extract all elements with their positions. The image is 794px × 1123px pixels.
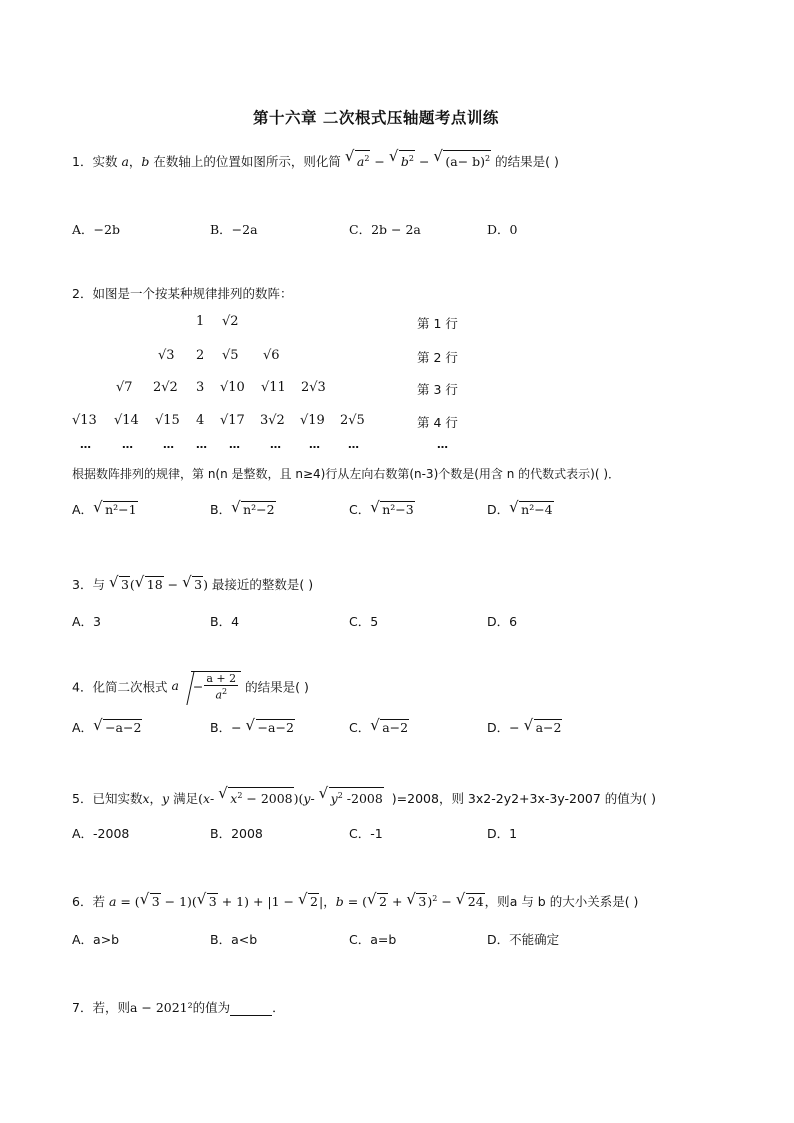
q3-option-d[interactable]: D．6 bbox=[487, 614, 518, 629]
matrix-cell: 4 bbox=[196, 413, 205, 428]
matrix-cell: 2 bbox=[196, 348, 205, 363]
matrix-cell: 2√3 bbox=[301, 380, 326, 395]
question-5-expression: (x- √ $x^2 - 2008)(y-$ √ $y^2$ -2008 bbox=[198, 791, 392, 806]
row-label: 第 3 行 bbox=[417, 382, 458, 397]
page-title: 第十六章 二次根式压轴题考点训练 bbox=[253, 109, 499, 127]
matrix-cell: √19 bbox=[300, 413, 325, 428]
matrix-cell: 3√2 bbox=[260, 413, 285, 428]
q4-option-b[interactable]: B．− √ −a−2 bbox=[210, 718, 295, 736]
question-5-stem: 5．已知实数x，y 满足(x- √ $x^2 - 2008)(y-$ √ $y^2$ -2008 )=2008，则 3x2-2y2+3x-3y-2007 的值为( ) bbox=[72, 787, 656, 807]
q1-option-b[interactable]: B．−2a bbox=[210, 222, 258, 237]
ellipsis: … bbox=[270, 438, 282, 451]
question-1-stem: 1．实数 a，b 在数轴上的位置如图所示，则化简 √ $a^2$ − √ $b^2$ − √ $(a- b)^2$ 的结果是( ) bbox=[72, 150, 559, 170]
question-4-stem: 4．化简二次根式 a − $\frac{a + 2}{a^2}$ 的结果是( ) bbox=[72, 672, 309, 702]
matrix-cell: √17 bbox=[220, 413, 245, 428]
matrix-cell: √2 bbox=[222, 314, 239, 329]
answer-blank[interactable] bbox=[230, 1003, 272, 1016]
matrix-cell: √6 bbox=[263, 348, 280, 363]
matrix-cell: √15 bbox=[155, 413, 180, 428]
matrix-cell: 1 bbox=[196, 314, 205, 329]
q6-option-c[interactable]: C．a=b bbox=[349, 932, 397, 947]
q5-option-b[interactable]: B．2008 bbox=[210, 826, 263, 841]
question-6-expression-b: b = (√ 2 + √ 3)$^2$ − √ 24 bbox=[336, 894, 485, 909]
question-2-question: 根据数阵排列的规律，第 n(n 是整数，且 n≥4)行从左向右数第(n-3)个数是(用含 n 的代数式表示)( )． bbox=[72, 467, 621, 481]
ellipsis: … bbox=[163, 438, 175, 451]
q2-option-d[interactable]: D．√ n²−4 bbox=[487, 500, 554, 518]
matrix-cell: √13 bbox=[72, 413, 97, 428]
question-3-stem: 3．与 √ 3(√ 18 − √ 3) 最接近的整数是( ) bbox=[72, 575, 313, 593]
ellipsis: … bbox=[80, 438, 92, 451]
q1-option-c[interactable]: C．2b − 2a bbox=[349, 222, 421, 237]
matrix-cell: √10 bbox=[220, 380, 245, 395]
question-2-stem: 2．如图是一个按某种规律排列的数阵： bbox=[72, 286, 293, 301]
q2-option-a[interactable]: A．√ n²−1 bbox=[72, 500, 138, 518]
matrix-cell: 2√2 bbox=[153, 380, 178, 395]
row-label: 第 1 行 bbox=[417, 316, 458, 331]
q1-option-a[interactable]: A．−2b bbox=[72, 222, 120, 237]
matrix-cell: 2√5 bbox=[340, 413, 365, 428]
question-7-stem: 7．若，则a − 2021²的值为 ． bbox=[72, 1000, 285, 1015]
matrix-cell: 3 bbox=[196, 380, 205, 395]
q6-option-d[interactable]: D．不能确定 bbox=[487, 932, 560, 947]
row-label: 第 4 行 bbox=[417, 415, 458, 430]
question-6-stem: 6．若 a = (√ 3 − 1)(√ 3 + 1) + |1 − √ 2|，b = (√ 2 + √ 3)$^2$ − √ 24，则a 与 b 的大小关系是( ) bbox=[72, 892, 638, 910]
q4-option-a[interactable]: A．√ −a−2 bbox=[72, 718, 142, 736]
q5-option-a[interactable]: A．-2008 bbox=[72, 826, 130, 841]
q5-option-d[interactable]: D．1 bbox=[487, 826, 518, 841]
question-3-expression: √ 3(√ 18 − √ 3) bbox=[109, 577, 208, 592]
ellipsis: … bbox=[122, 438, 134, 451]
question-6-expression-a: a = (√ 3 − 1)(√ 3 + 1) + |1 − √ 2| bbox=[109, 894, 323, 909]
q5-option-c[interactable]: C．-1 bbox=[349, 826, 383, 841]
q3-option-b[interactable]: B．4 bbox=[210, 614, 240, 629]
q4-option-d[interactable]: D．− √ a−2 bbox=[487, 718, 562, 736]
q3-option-a[interactable]: A．3 bbox=[72, 614, 102, 629]
matrix-cell: √11 bbox=[261, 380, 286, 395]
matrix-cell: √14 bbox=[114, 413, 139, 428]
q2-option-c[interactable]: C．√ n²−3 bbox=[349, 500, 415, 518]
q1-option-d[interactable]: D．0 bbox=[487, 222, 518, 237]
question-1-expression: √ $a^2$ − √ $b^2$ − √ $(a- b)^2$ bbox=[345, 154, 495, 169]
q6-option-a[interactable]: A．a>b bbox=[72, 932, 120, 947]
question-4-expression: a − $\frac{a + 2}{a^2}$ bbox=[171, 678, 245, 693]
q4-option-c[interactable]: C．√ a−2 bbox=[349, 718, 409, 736]
ellipsis: … bbox=[196, 438, 208, 451]
ellipsis: … bbox=[348, 438, 360, 451]
row-label: 第 2 行 bbox=[417, 350, 458, 365]
ellipsis: … bbox=[229, 438, 241, 451]
matrix-cell: √3 bbox=[158, 348, 175, 363]
ellipsis: … bbox=[437, 438, 449, 451]
ellipsis: … bbox=[309, 438, 321, 451]
q3-option-c[interactable]: C．5 bbox=[349, 614, 379, 629]
matrix-cell: √5 bbox=[222, 348, 239, 363]
q6-option-b[interactable]: B．a<b bbox=[210, 932, 258, 947]
matrix-cell: √7 bbox=[116, 380, 133, 395]
q2-option-b[interactable]: B．√ n²−2 bbox=[210, 500, 276, 518]
